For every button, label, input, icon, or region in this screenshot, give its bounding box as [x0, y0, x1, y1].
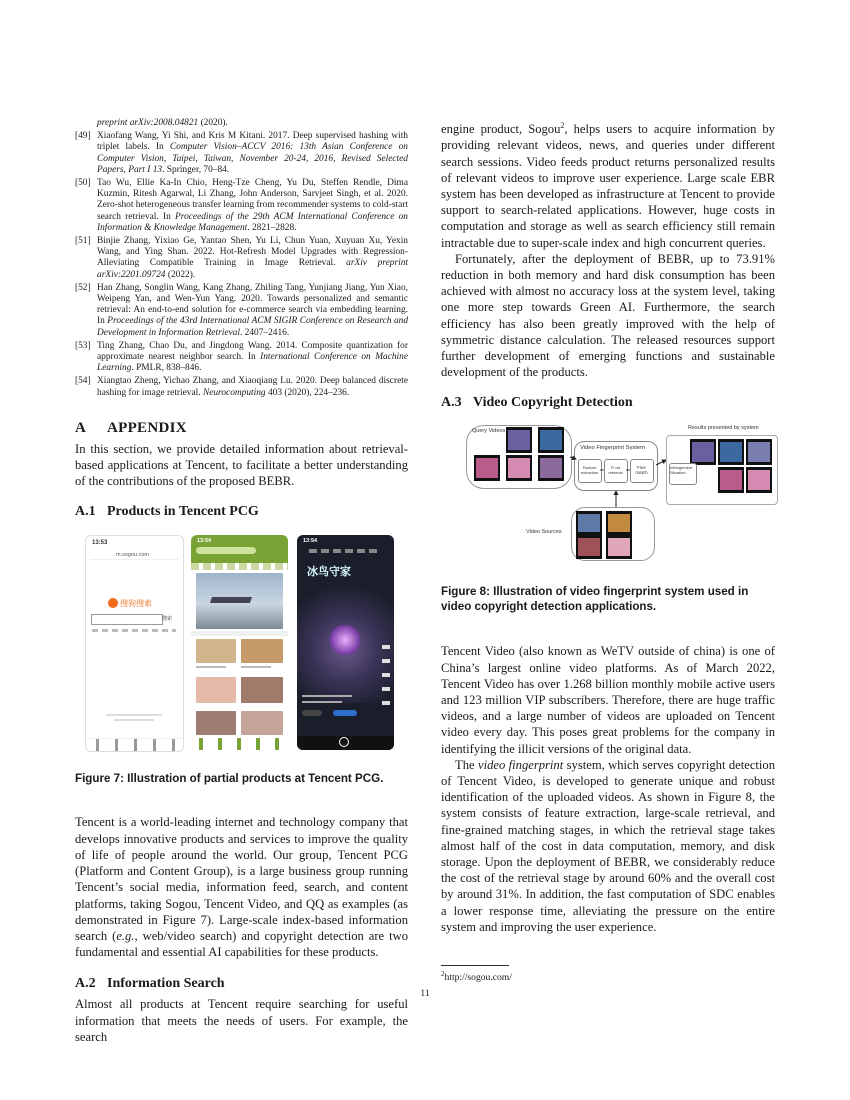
reference-item [75, 283, 408, 339]
reference-text: Ting Zhang, Chao Du, and Jingdong Wang. 2014. Composite quantization for approximate nearest neighbor search. In International Conference on Machine Learning. PMLR, 838–846. [97, 340, 408, 374]
phone-screenshot-video-feed [191, 535, 288, 750]
section-a3-heading: A.3 Video Copyright Detection [441, 395, 633, 411]
stream-title: 冰鸟守家 [307, 565, 351, 579]
reference-text: Binjie Zhang, Yixiao Ge, Yantao Shen, Yu Li, Chun Yuan, Xuyuan Xu, Yexin Wang, and Ying Shan. 2022. Hot-Refresh Model Upgrades with Regression-Alleviating Compatible Training in Image Retrieval. arXiv preprint arXiv:2201.09724 (2022). [97, 236, 408, 280]
video-fingerprint-paragraph: The video fingerprint system, which serves copyright detection of Tencent Video, is developed to generate unique and robust identification of the uploaded videos. As shown in Figure 8, the system consists of feature extraction, large-scale retrieval, and fine-grained matching stages, in which the retrieval stage takes almost half of the cost in data computation, memory, and disk storage. Upon the deployment of BEBR, we considerably reduce the cost of the retrieval stage by around 60% and the overall cost by around 31%. In addition, the fast computation of SDC enables a lower response time, alleviating the pressure on the entire system and improving the user experience. [441, 757, 776, 934]
reference-item [75, 131, 408, 176]
query-videos-label: Query Videos [472, 428, 506, 435]
results-label: Results presented by system [688, 425, 759, 432]
right-column [441, 118, 775, 935]
search-input[interactable] [196, 547, 256, 554]
appendix-heading: A APPENDIX [75, 419, 187, 436]
appendix-intro: In this section, we provide detailed information about retrieval-based applications at Tencent, to facilitate a better understanding of the contributions of the proposed BEBR. [75, 441, 408, 489]
a1-paragraph: Tencent is a world-leading internet and technology company that develops innovative products and services to improve the quality of life of people around the world. Our group, Tencent PCG (Platform and Content Group), is a large business group running Tencent’s social media, information feed, search, and content platforms, taking Sogou, Tencent Video, and QQ as examples (as demonstrated in Figure 7). Large-scale index-based information search (e.g., web/video search) and copyright detection are two fundamental and essential AI capabilities for these products. [75, 815, 408, 960]
reference-item [75, 341, 408, 375]
url-bar: m.sogou.com [116, 552, 150, 559]
reference-number: [51] [75, 236, 91, 247]
tencent-video-paragraph: Tencent Video (also known as WeTV outside of china) is one of China’s largest online video platforms. As of March 2022, Tencent Video has over 1.268 billion monthly mobile active users and 123 million VIP subscribers. Therefore, there are huge traffic videos, and a large number of videos are uploaded on Tencent video every day. This poses great problems for the company in identifying the illicit versions of the original data. [441, 644, 775, 756]
reference-continuation: preprint arXiv:2008.04821 (2020). [97, 118, 228, 128]
reference-number: [54] [75, 376, 91, 387]
figure-7-caption: Figure 7: Illustration of partial products at Tencent PCG. [75, 772, 384, 786]
sogou-logo-icon [108, 598, 118, 608]
status-time: 13:54 [303, 538, 318, 545]
reference-text: Xiangtao Zheng, Yichao Zhang, and Xiaoqiang Lu. 2020. Deep balanced discrete hashing for image retrieval. Neurocomputing 403 (2020), 224–236. [97, 376, 408, 398]
status-time: 13:54 [197, 538, 212, 545]
search-button[interactable]: 搜索 [162, 616, 173, 623]
footnote-marker: 2 [560, 121, 565, 130]
status-time: 13:53 [92, 540, 108, 547]
reference-list [75, 118, 408, 399]
reference-number: [53] [75, 340, 91, 351]
video-sources-label: Video Sources [526, 529, 562, 536]
bebr-deployment-paragraph: Fortunately, after the deployment of BEBR, up to 73.91% reduction in both memory and hard disk consumption has been achieved with almost no accuracy loss at the system level, taking one more step towards Green AI. Furthermore, the search efficiency has also been greatly improved with the help of symmetric distance calculation. The released resources support further development of emerging functions and sustainable development of the products. [441, 251, 775, 380]
reference-number: [49] [75, 131, 91, 142]
figure-8: Query Videos Video Fingerprint System Feature extraction Fi rst retrieval Fine match Results presented by system Infringement Situation Video Sources [466, 425, 776, 560]
a2-continuation-paragraph: engine product, Sogou$^2$, helps users to acquire information by providing relevant videos, news, and queries under different search sessions. Video feeds product returns personalized results of relevant videos to improve user experience. Large scale EBR system has been developed as infrastructure at Tencent to provide support to search-related applications. However, huge costs in computation and storage as well as search efficiency still remain intractable due to super-scale index and high concurrent queries. [441, 121, 775, 250]
sogou-logo-text: 搜狗搜索 [120, 599, 152, 609]
figure-8-caption: Figure 8: Illustration of video fingerprint system used in video copyright detection applications. [441, 585, 749, 614]
a2-paragraph: Almost all products at Tencent require searching for useful information that meets the needs of users. For example, the search [75, 997, 408, 1044]
search-input[interactable] [91, 614, 163, 625]
footnote-link[interactable]: http://sogou.com/ [444, 972, 512, 984]
footnote: $^2$http://sogou.com/ [441, 970, 512, 984]
reference-number: [52] [75, 282, 91, 293]
phone-screenshot-live-stream [297, 535, 394, 750]
reference-item [75, 236, 408, 281]
section-a2-heading: A.2 Information Search [75, 976, 225, 992]
page-number: 11 [420, 988, 430, 999]
reference-number: [50] [75, 178, 91, 189]
figure-7 [85, 535, 397, 750]
reference-item [75, 178, 408, 234]
reference-text: Han Zhang, Songlin Wang, Kang Zhang, Zhiling Tang, Yunjiang Jiang, Yun Xiao, Weipeng Yan, and Wen-Yun Yang. 2020. Towards personalized and semantic retrieval: An end-to-end solution for e-commerce search via embedding learning. In Proceedings of the 43rd International ACM SIGIR Conference on Research and Development in Information Retrieval. 2407–2416. [97, 282, 409, 338]
phone-screenshot-sogou [85, 535, 184, 752]
section-a1-heading: A.1 Products in Tencent PCG [75, 504, 259, 520]
reference-item [75, 376, 408, 398]
footnote-rule [441, 965, 509, 966]
reference-text: Tao Wu, Ellie Ka-In Chio, Heng-Tze Cheng, Yu Du, Steffen Rendle, Dima Kuzmin, Ritesh Agarwal, Li Zhang, John Anderson, Sarvjeet Singh, et al. 2020. Zero-shot heterogeneous transfer learning from recommender systems to cold-start search retrieval. In Proceedings of the 29th ACM International Conference on Information & Knowledge Management. 2821–2828. [97, 178, 408, 233]
reference-text: Xiaofang Wang, Yi Shi, and Kris M Kitani. 2017. Deep supervised hashing with triplet labels. In Computer Vision–ACCV 2016: 13th Asian Conference on Computer Vision, Taipei, Taiwan, November 20-24, 2016, Revised Selected Papers, Part I 13. Springer, 70–84. [97, 131, 408, 175]
left-column [75, 118, 408, 1045]
system-title: Video Fingerprint System [580, 445, 645, 452]
